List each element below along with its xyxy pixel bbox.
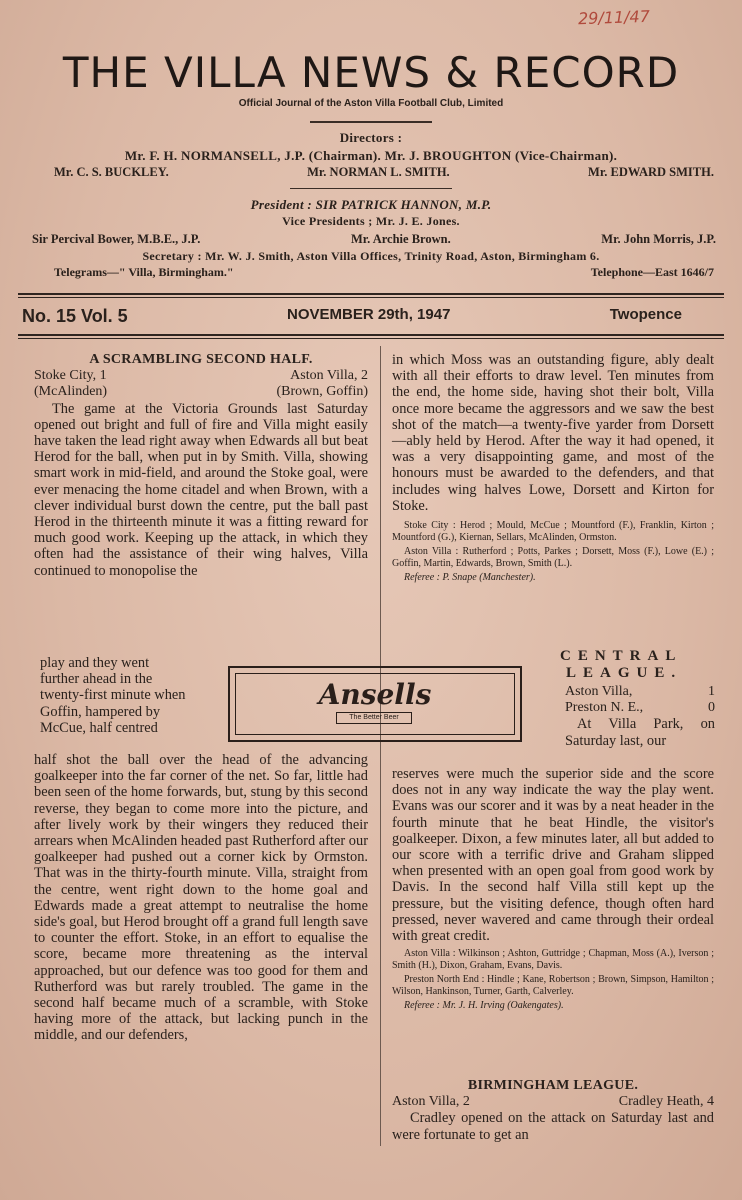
- away-team: Aston Villa, 2: [290, 368, 368, 384]
- issue-price: Twopence: [609, 306, 682, 323]
- directors-rule: [290, 188, 452, 189]
- home-team: Stoke City, 1: [34, 368, 107, 384]
- directors-line-2: [54, 165, 714, 180]
- vice-presidents-line: Vice Presidents ; Mr. J. E. Jones.: [282, 214, 460, 228]
- match-scoreline: [34, 368, 368, 384]
- central-teams-villa: Aston Villa : Wilkinson ; Ashton, Guttridge ; Chapman, Moss (A.), Iverson ; Smith (H.), Dixon, Graham, Evans, Davis.: [392, 948, 714, 971]
- handwritten-date: 29/11/47: [577, 6, 651, 29]
- central-home-score: 1: [708, 684, 715, 699]
- directors-line-1: Mr. F. H. NORMANSELL, J.P. (Chairman). Mr. J. BROUGHTON (Vice-Chairman).: [124, 148, 618, 163]
- central-teams-preston: Preston North End : Hindle ; Kane, Robertson ; Brown, Simpson, Hamilton ; Wilson, Hankinson, Turner, Garth, Calverley.: [392, 974, 714, 997]
- birmingham-league: [392, 1078, 714, 1143]
- contact-line: [54, 265, 714, 280]
- central-home-line: [565, 684, 715, 700]
- director-buckley: Mr. C. S. BUCKLEY.: [54, 165, 169, 179]
- match-headline: A SCRAMBLING SECOND HALF.: [89, 352, 313, 367]
- advert-brand: Ansells: [318, 678, 432, 711]
- central-league-scores: [565, 684, 715, 749]
- central-body: reserves were much the superior side and the score does not in any way indicate the way the play went. Evans was our scorer and it was by a neat header in the fourth minute that he beat Hindle, the visitor's goalkeeper. Dixon, a few minutes later, all but added to our score with a terrific drive and Graham slipped when presented with an open goal from good work by Davis. In the second half Villa still kept up the pressure, but the visiting defence, though often hard pressed, never wavered and came through their ordeal with great credit.: [392, 766, 714, 945]
- referee-stoke: Referee : P. Snape (Manchester).: [404, 572, 536, 584]
- vice-presidents-names: [32, 232, 716, 247]
- central-intro: At Villa Park, on Saturday last, our: [565, 716, 715, 749]
- central-away-score: 0: [708, 700, 715, 716]
- issue-rule: [18, 334, 724, 336]
- birmingham-away: Cradley Heath, 4: [618, 1094, 714, 1110]
- director-edward-smith: Mr. EDWARD SMITH.: [588, 165, 714, 179]
- match-report-bottom: half shot the ball over the head of the advancing goalkeeper into the far corner of the net. So far, little had been seen of the home forwards, but, stung by this second reverse, they began to come more into the picture, and after lively work by their wingers they reduced their arrears when McAlinden headed past Rutherford after our goalkeeper had pushed out a corner kick by Ormston. That was in the thirty-fourth minute. Villa, straight from the centre, went right down to the home goal and Edwards made a great attempt to neutralise the home side's goal, but Herod brought off a grand full length save to counter the effort. Stoke, in an effort to equalise the score, became more threatening as the interval approached, but our defence was too good for them and Rutherford was but rarely troubled. The game in the second half became much of a scramble, with Stoke having more of the attack, but lacking punch in the middle, and our defenders,: [34, 752, 368, 1044]
- birmingham-heading: BIRMINGHAM LEAGUE.: [467, 1078, 639, 1093]
- advert-tagline: The Better Beer: [336, 712, 412, 724]
- away-scorers: (Brown, Goffin): [276, 384, 368, 400]
- central-league-word-2: LEAGUE.: [566, 665, 683, 681]
- birmingham-body: Cradley opened on the attack on Saturday last and were fortunate to get an: [392, 1110, 714, 1143]
- birmingham-scoreline: [392, 1094, 714, 1110]
- top-rule: [18, 293, 724, 295]
- central-league-word-1: CENTRAL: [560, 648, 683, 664]
- telephone: Telephone—East 1646/7: [590, 265, 714, 279]
- birmingham-home: Aston Villa, 2: [392, 1094, 470, 1110]
- central-home: Aston Villa,: [565, 684, 633, 699]
- central-league-report: [392, 766, 714, 1012]
- top-rule-thin: [18, 297, 724, 298]
- match-report-narrow: play and they went further ahead in the twenty-first minute when Goffin, hampered by McCue, half centred: [40, 655, 186, 736]
- directors-heading: Directors :: [339, 130, 403, 145]
- match-body-top: The game at the Victoria Grounds last Saturday opened out bright and full of fire and Villa might easily have taken the lead right away when Edwards all but beat Herod for the ball, when put in by Smith. Villa, showing smart work in mid-field, and around the Stoke goal, were ever menacing the home citadel and when Brown, with a clever individual burst down the centre, put the ball past Herod in the thirteenth minute it was a fitting reward for much good work. Keeping up the attack, in which they often had the assistance of their wing halves, Villa continued to monopolise the: [34, 400, 368, 579]
- secretary-line: Secretary : Mr. W. J. Smith, Aston Villa Offices, Trinity Road, Aston, Birmingham 6.: [142, 249, 600, 263]
- vp-bower: Sir Percival Bower, M.B.E., J.P.: [32, 232, 201, 246]
- teams-villa: Aston Villa : Rutherford ; Potts, Parkes ; Dorsett, Moss (F.), Lowe (E.) ; Goffin, Martin, Edwards, Brown, Smith (L.).: [392, 546, 714, 569]
- masthead-subtitle: Official Journal of the Aston Villa Football Club, Limited: [238, 98, 504, 109]
- masthead-title: THE VILLA NEWS & RECORD: [62, 48, 680, 97]
- issue-date: NOVEMBER 29th, 1947: [287, 306, 451, 323]
- match-report-top: [34, 352, 368, 579]
- central-away-line: [565, 700, 715, 716]
- home-scorers: (McAlinden): [34, 384, 108, 400]
- director-norman-smith: Mr. NORMAN L. SMITH.: [307, 165, 450, 179]
- match-scorers: [34, 384, 368, 400]
- column-divider: [380, 346, 381, 1146]
- match-report-right: [392, 352, 714, 584]
- issue-bar: [22, 306, 682, 327]
- telegrams: Telegrams—" Villa, Birmingham.": [54, 265, 234, 279]
- ansells-advert: [228, 666, 522, 742]
- central-league-heading: [560, 648, 720, 682]
- central-away: Preston N. E.,: [565, 700, 644, 716]
- match-body-right: in which Moss was an outstanding figure, ably dealt with all their efforts to draw level. Ten minutes from the end, the home side, having shot their bolt, Villa once more became the aggressors and we saw the best shot of the match—a twenty-five yarder from Dorsett—ably held by Herod. After the way it had opened, it was a very disappointing game, and most of the honours must be awarded to the defenders, and that includes wing halves Lowe, Dorsett and Kirton for Stoke.: [392, 352, 714, 514]
- issue-rule-thin: [18, 338, 724, 339]
- teams-stoke: Stoke City : Herod ; Mould, McCue ; Mountford (F.), Franklin, Kirton ; Mountford (G.), Kiernan, Sellars, McAlinden, Ormston.: [392, 520, 714, 543]
- central-referee: Referee : Mr. J. H. Irving (Oakengates).: [404, 1000, 564, 1012]
- vp-morris: Mr. John Morris, J.P.: [601, 232, 716, 246]
- president-line: President : SIR PATRICK HANNON, M.P.: [250, 197, 492, 212]
- vp-brown: Mr. Archie Brown.: [350, 232, 451, 246]
- issue-number: No. 15 Vol. 5: [22, 306, 128, 326]
- masthead-rule: [310, 121, 432, 123]
